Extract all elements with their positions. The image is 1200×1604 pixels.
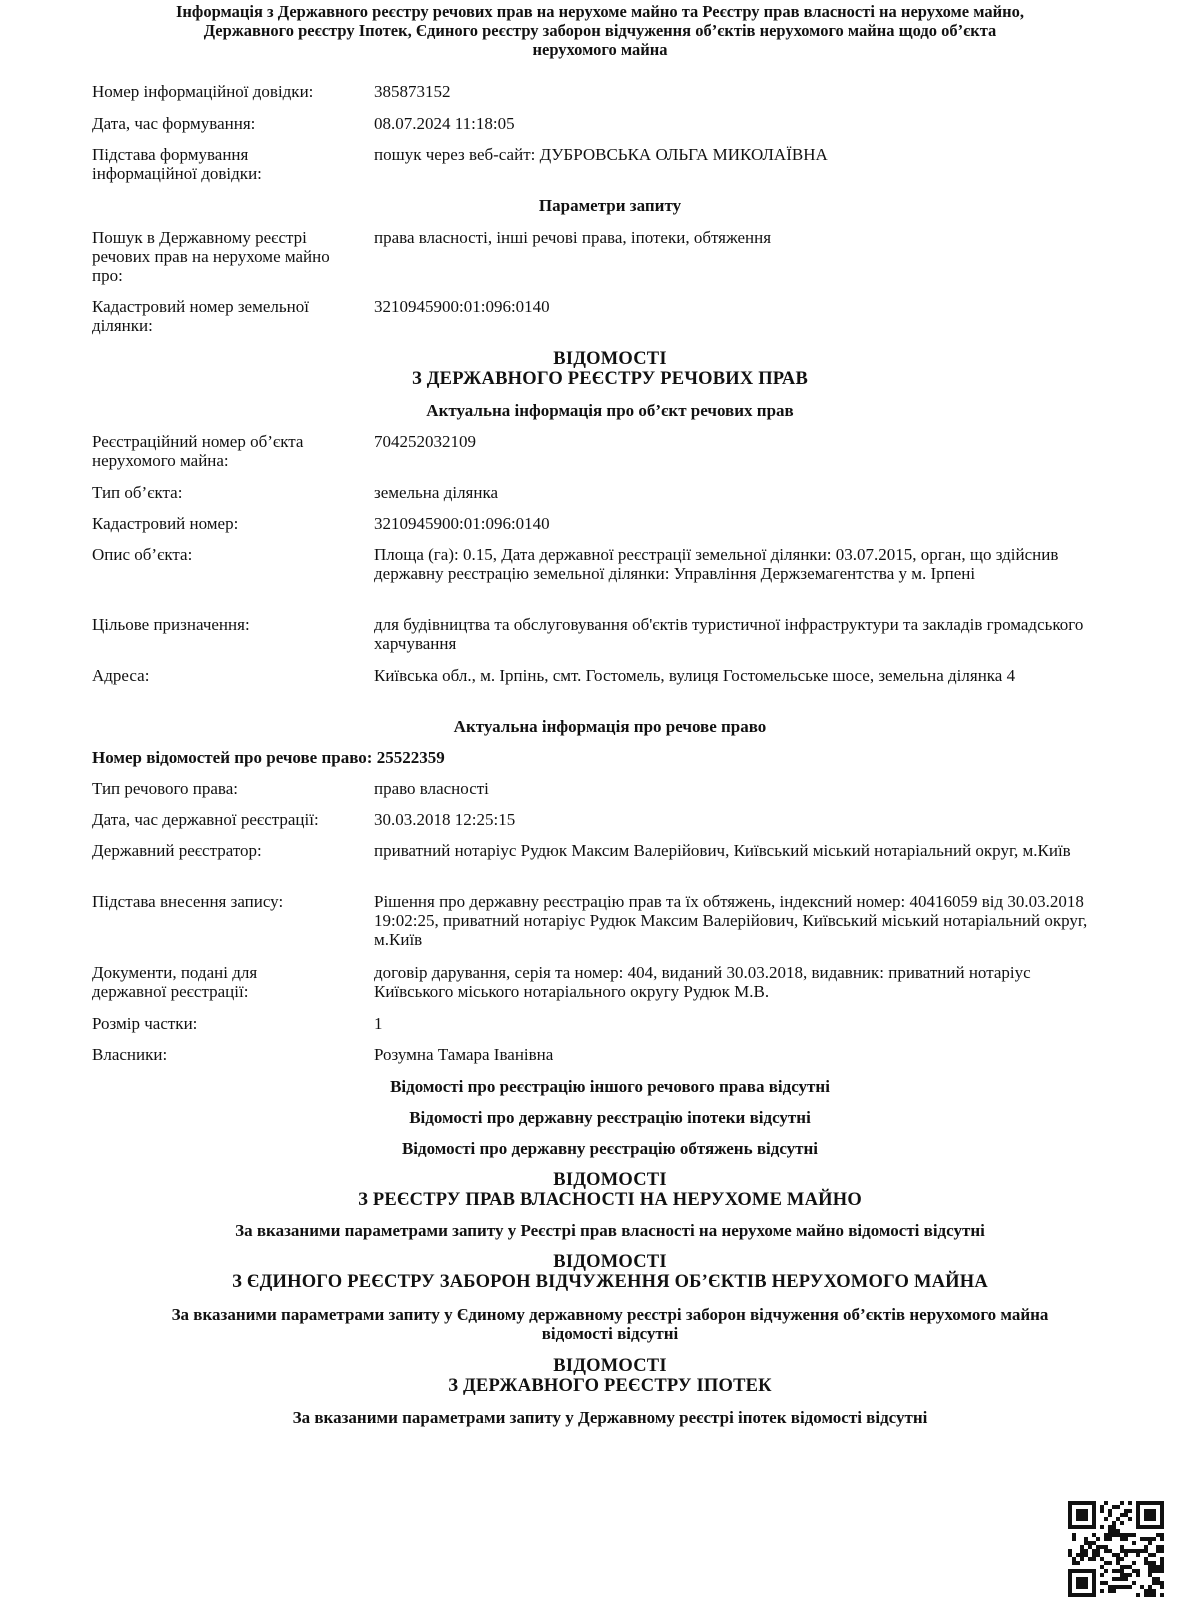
section4-note: За вказаними параметрами запиту у Державному реєстрі іпотек відомості відсутні: [292, 1408, 928, 1427]
object-value: земельна ділянка: [374, 483, 499, 502]
info-label: Дата, час формування:: [92, 114, 256, 133]
section2-heading: [0, 1170, 1200, 1210]
section2-note: За вказаними параметрами запиту у Реєстрі прав власності на нерухоме майно відомості відсутні: [235, 1221, 985, 1240]
title-line-1: Інформація з Державного реєстру речових прав на нерухоме майно та Реєстру прав власності на нерухоме майно,: [176, 2, 1024, 21]
section3-title-line1: ВІДОМОСТІ: [553, 1252, 667, 1272]
section1-title-line1: ВІДОМОСТІ: [553, 349, 667, 369]
info-label: Підстава формування інформаційної довідки:: [92, 145, 262, 183]
right-label: Державний реєстратор:: [92, 841, 262, 860]
section3-note-line1: За вказаними параметрами запиту у Єдиному державному реєстрі заборон відчуження об’єктів нерухомого майна: [171, 1305, 1049, 1324]
object-label: Опис об’єкта:: [92, 545, 193, 564]
section3-heading: [0, 1252, 1200, 1292]
section1-heading: [0, 349, 1200, 389]
section4-heading: [0, 1356, 1200, 1396]
section1-title-line2: З ДЕРЖАВНОГО РЕЄСТРУ РЕЧОВИХ ПРАВ: [411, 369, 809, 389]
right-value: 1: [374, 1014, 383, 1033]
right-value: Розумна Тамара Іванівна: [374, 1045, 554, 1064]
right-subtitle: Актуальна інформація про речове право: [453, 717, 767, 736]
object-label: Цільове призначення:: [92, 615, 250, 634]
object-label: Кадастровий номер:: [92, 514, 239, 533]
param-label: Кадастровий номер земельної ділянки:: [92, 297, 309, 335]
note-mortgage: Відомості про державну реєстрацію іпотеки відсутні: [409, 1108, 811, 1127]
section2-title-line2: З РЕЄСТРУ ПРАВ ВЛАСНОСТІ НА НЕРУХОМЕ МАЙНО: [358, 1190, 862, 1210]
section2-title-line1: ВІДОМОСТІ: [553, 1170, 667, 1190]
right-label: Документи, подані для державної реєстрації:: [92, 963, 258, 1001]
right-label: Підстава внесення запису:: [92, 892, 284, 911]
param-value: 3210945900:01:096:0140: [374, 297, 550, 316]
right-value: договір дарування, серія та номер: 404, виданий 30.03.2018, видавник: приватний нотаріус Київського міського нотаріального округу Рудюк М.В.: [374, 963, 1031, 1001]
object-subtitle: Актуальна інформація про об’єкт речових прав: [426, 401, 794, 420]
note-encumbrances: Відомості про державну реєстрацію обтяжень відсутні: [401, 1139, 819, 1158]
right-label: Розмір частки:: [92, 1014, 198, 1033]
object-value: для будівництва та обслуговування об'єктів туристичної інфраструктури та закладів громадського харчування: [374, 615, 1084, 653]
info-value: 385873152: [374, 82, 451, 101]
section3-title-line2: З ЄДИНОГО РЕЄСТРУ ЗАБОРОН ВІДЧУЖЕННЯ ОБ’ЄКТІВ НЕРУХОМОГО МАЙНА: [232, 1272, 988, 1292]
params-title: Параметри запиту: [538, 196, 682, 215]
object-value: Площа (га): 0.15, Дата державної реєстрації земельної ділянки: 03.07.2015, орган, що здійснив державну реєстрацію земельної ділянки: Управління Держземагентства у м. Ірпені: [374, 545, 1059, 583]
section3-note-line2: відомості відсутні: [541, 1324, 679, 1343]
param-label: Пошук в Державному реєстрі речових прав на нерухоме майно про:: [92, 228, 330, 285]
right-value: Рішення про державну реєстрацію прав та їх обтяжень, індексний номер: 40416059 від 30.03.2018 19:02:25, приватний нотаріус Рудюк Максим Валерійович, Київський міський нотаріальний округ, м.Київ: [374, 892, 1088, 949]
info-label: Номер інформаційної довідки:: [92, 82, 314, 101]
section3-note: [0, 1305, 1200, 1343]
title-line-3: нерухомого майна: [532, 40, 668, 59]
document-title: [60, 2, 1140, 59]
section4-title-line1: ВІДОМОСТІ: [553, 1356, 667, 1376]
object-label: Реєстраційний номер об’єкта нерухомого майна:: [92, 432, 304, 470]
info-value: пошук через веб-сайт: ДУБРОВСЬКА ОЛЬГА МИКОЛАЇВНА: [374, 145, 828, 164]
right-label: Дата, час державної реєстрації:: [92, 810, 319, 829]
right-label: Тип речового права:: [92, 779, 239, 798]
right-value: 30.03.2018 12:25:15: [374, 810, 516, 829]
right-label: Власники:: [92, 1045, 168, 1064]
param-value: права власності, інші речові права, іпотеки, обтяження: [374, 228, 772, 247]
right-value: приватний нотаріус Рудюк Максим Валерійович, Київський міський нотаріальний округ, м.Київ: [374, 841, 1071, 860]
info-value: 08.07.2024 11:18:05: [374, 114, 515, 133]
qr-code-icon: [1067, 1499, 1165, 1600]
section4-title-line2: З ДЕРЖАВНОГО РЕЄСТРУ ІПОТЕК: [448, 1376, 772, 1396]
right-number: Номер відомостей про речове право: 25522359: [92, 748, 445, 767]
right-value: право власності: [374, 779, 489, 798]
object-value: Київська обл., м. Ірпінь, смт. Гостомель, вулиця Гостомельське шосе, земельна ділянка 4: [374, 666, 1016, 685]
object-label: Адреса:: [92, 666, 150, 685]
object-value: 3210945900:01:096:0140: [374, 514, 550, 533]
object-value: 704252032109: [374, 432, 476, 451]
note-other-rights: Відомості про реєстрацію іншого речового права відсутні: [390, 1077, 830, 1096]
title-line-2: Державного реєстру Іпотек, Єдиного реєстру заборон відчуження об’єктів нерухомого майна щодо об’єкта: [203, 21, 997, 40]
object-label: Тип об’єкта:: [92, 483, 183, 502]
